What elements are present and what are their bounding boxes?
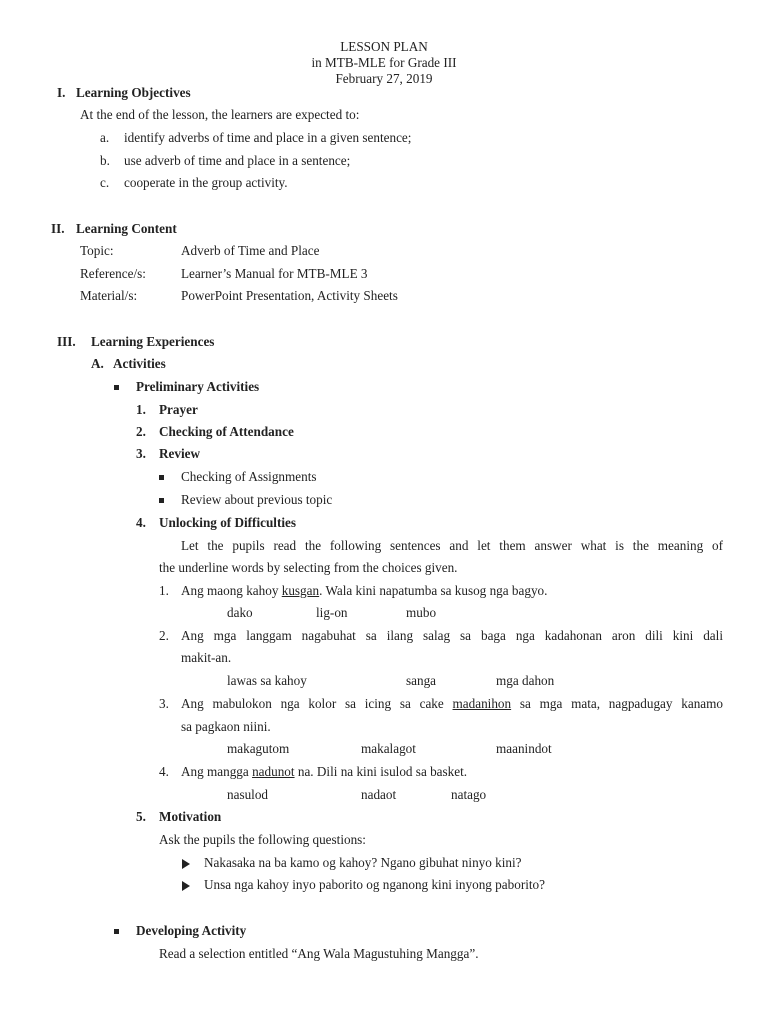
content-value: Adverb of Time and Place <box>181 243 320 258</box>
step-title-unlocking: Unlocking of Difficulties <box>159 515 297 530</box>
choice: nadaot <box>361 787 397 802</box>
document-title: LESSON PLAN <box>340 39 428 54</box>
question-text: Ang mabulokon nga kolor sa icing sa cake madanihon sa mga mata, nagpadugay kanamo <box>181 696 724 711</box>
objective-text: use adverb of time and place in a sentence; <box>124 153 351 168</box>
step-title-motivation: Motivation <box>159 809 222 824</box>
unlocking-instruction: Let the pupils read the following sentences and let them answer what is the meaning of <box>181 538 723 553</box>
document-date: February 27, 2019 <box>335 71 433 86</box>
section-1-heading: Learning Objectives <box>76 85 191 100</box>
step-title-prayer: Prayer <box>159 402 198 417</box>
developing-heading: Developing Activity <box>136 923 247 938</box>
objective-letter: a. <box>100 130 110 145</box>
question-text: Ang mangga nadunot na. Dili na kini isulod sa basket. <box>181 764 468 779</box>
question-text: Ang maong kahoy kusgan. Wala kini napatumba sa kusog nga bagyo. <box>181 583 548 598</box>
developing-text: Read a selection entitled “Ang Wala Magustuhing Mangga”. <box>159 946 479 961</box>
underlined-word: madanihon <box>452 696 512 711</box>
choice: dako <box>227 605 253 620</box>
motivation-question: Unsa nga kahoy inyo paborito og nganong kini inyong paborito? <box>204 877 545 892</box>
section-3-numeral: III. <box>57 334 76 349</box>
preliminary-heading: Preliminary Activities <box>136 379 260 394</box>
arrow-bullet-icon <box>182 877 190 893</box>
section-2-heading: Learning Content <box>76 221 177 236</box>
square-bullet-icon <box>114 379 119 395</box>
step-title-attendance: Checking of Attendance <box>159 424 294 439</box>
question-text: makit-an. <box>181 650 232 665</box>
section-3-heading: Learning Experiences <box>91 334 215 349</box>
square-bullet-icon <box>114 923 119 939</box>
choice: mga dahon <box>496 673 555 688</box>
objective-text: cooperate in the group activity. <box>124 175 288 190</box>
objective-letter: c. <box>100 175 110 190</box>
choice: lig-on <box>316 605 348 620</box>
square-bullet-icon <box>159 469 164 485</box>
content-label: Material/s: <box>80 288 138 303</box>
content-label: Topic: <box>80 243 114 258</box>
content-label: Reference/s: <box>80 266 146 281</box>
objective-letter: b. <box>100 153 110 168</box>
review-bullet: Checking of Assignments <box>181 469 317 484</box>
activities-letter: A. <box>91 356 104 371</box>
unlocking-instruction: the underline words by selecting from the choices given. <box>159 560 458 575</box>
objective-text: identify adverbs of time and place in a given sentence; <box>124 130 412 145</box>
choice: sanga <box>406 673 437 688</box>
choice: lawas sa kahoy <box>227 673 307 688</box>
objectives-intro: At the end of the lesson, the learners are expected to: <box>80 107 360 122</box>
question-number: 2. <box>159 628 169 643</box>
step-number: 5. <box>136 809 146 824</box>
question-text: sa pagkaon niini. <box>181 719 271 734</box>
motivation-question: Nakasaka na ba kamo og kahoy? Ngano gibuhat ninyo kini? <box>204 855 522 870</box>
underlined-word: nadunot <box>252 764 295 779</box>
question-text: Ang mga langgam nagabuhat sa ilang salag sa baga nga kadahonan aron dili kini dali <box>181 628 723 643</box>
question-number: 3. <box>159 696 169 711</box>
choice: makagutom <box>227 741 290 756</box>
content-value: PowerPoint Presentation, Activity Sheets <box>181 288 398 303</box>
question-number: 1. <box>159 583 169 598</box>
step-number: 4. <box>136 515 146 530</box>
section-1-numeral: I. <box>57 85 66 100</box>
arrow-bullet-icon <box>182 855 190 871</box>
review-bullet: Review about previous topic <box>181 492 333 507</box>
choice: makalagot <box>361 741 416 756</box>
question-number: 4. <box>159 764 169 779</box>
step-number: 2. <box>136 424 146 439</box>
content-value: Learner’s Manual for MTB-MLE 3 <box>181 266 368 281</box>
step-title-review: Review <box>159 446 201 461</box>
choice: maanindot <box>496 741 552 756</box>
activities-heading: Activities <box>113 356 166 371</box>
choice: natago <box>451 787 487 802</box>
underlined-word: kusgan <box>281 583 320 598</box>
section-2-numeral: II. <box>51 221 65 236</box>
step-number: 3. <box>136 446 146 461</box>
document-subject: in MTB-MLE for Grade III <box>311 55 457 70</box>
square-bullet-icon <box>159 492 164 508</box>
choice: mubo <box>406 605 437 620</box>
step-number: 1. <box>136 402 146 417</box>
choice: nasulod <box>227 787 269 802</box>
motivation-intro: Ask the pupils the following questions: <box>159 832 366 847</box>
